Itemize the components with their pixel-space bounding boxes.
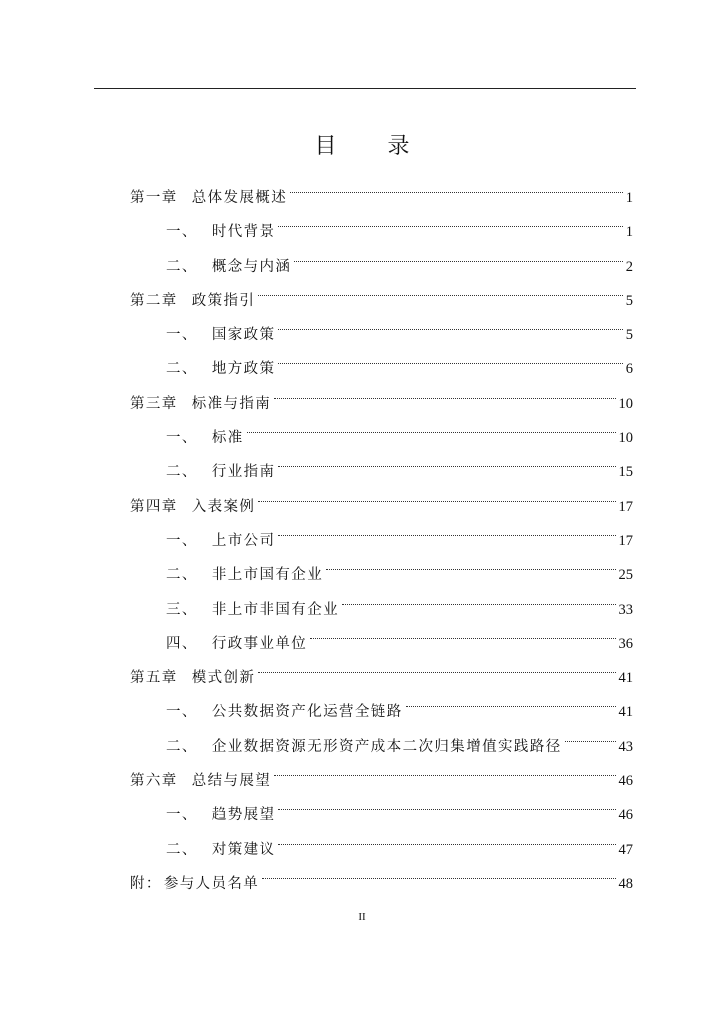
toc-entry-page: 41 xyxy=(618,704,633,721)
toc-entry-text: 政策指引 xyxy=(191,292,256,309)
toc-entry-page: 10 xyxy=(618,395,633,412)
toc-entry-text: 时代背景 xyxy=(211,224,276,241)
toc-entry-label xyxy=(166,320,275,350)
toc-entry-label xyxy=(130,492,255,522)
toc-entry-number: 二、 xyxy=(166,258,198,275)
toc-entry-number: 第三章 xyxy=(130,395,178,412)
toc-entry-number: 一、 xyxy=(166,430,198,447)
toc-entry-text: 企业数据资源无形资产成本二次归集增值实践路径 xyxy=(211,738,562,755)
toc-entry-text: 总体发展概述 xyxy=(191,190,288,206)
table-of-contents xyxy=(130,172,633,892)
toc-entry-number: 二、 xyxy=(166,738,198,755)
dot-leader xyxy=(258,275,622,305)
toc-entry-text: 概念与内涵 xyxy=(211,258,292,275)
dot-leader xyxy=(274,755,615,785)
toc-entry-page: 41 xyxy=(618,670,633,687)
toc-entry-page: 1 xyxy=(625,190,633,206)
toc-entry-number: 二、 xyxy=(166,841,198,858)
toc-entry-number: 二、 xyxy=(166,567,198,584)
toc-entry-text: 行业指南 xyxy=(211,464,276,481)
toc-entry-number: 第六章 xyxy=(130,773,178,790)
toc-entry-page: 43 xyxy=(618,738,633,755)
header-rule xyxy=(94,88,636,89)
toc-entry-page: 5 xyxy=(625,292,633,309)
toc-entry-page: 1 xyxy=(625,224,633,241)
dot-leader xyxy=(310,618,615,648)
toc-entry-label xyxy=(166,560,323,590)
toc-entry-label xyxy=(166,423,244,453)
toc-entry-number: 一、 xyxy=(166,704,198,721)
toc-entry-label xyxy=(130,766,271,796)
dot-leader xyxy=(290,172,623,202)
toc-entry-page: 5 xyxy=(625,327,633,344)
toc-entry-number: 二、 xyxy=(166,464,198,481)
dot-leader xyxy=(274,378,615,408)
toc-entry-page: 15 xyxy=(618,464,633,481)
toc-entry-label xyxy=(130,869,259,899)
toc-entry-number: 三、 xyxy=(166,601,198,618)
toc-entry-label xyxy=(166,354,275,384)
dot-leader xyxy=(278,343,622,373)
toc-entry-number: 第二章 xyxy=(130,292,178,309)
toc-entry-label xyxy=(166,217,275,247)
toc-entry-text: 地方政策 xyxy=(211,361,276,378)
toc-entry-number: 二、 xyxy=(166,361,198,378)
toc-entry-text: 非上市非国有企业 xyxy=(211,601,340,618)
dot-leader xyxy=(278,789,615,819)
dot-leader xyxy=(294,241,622,271)
toc-entry-label xyxy=(130,663,255,693)
toc-entry-number: 一、 xyxy=(166,532,198,549)
toc-entry-text: 标准与指南 xyxy=(191,395,272,412)
page-title: 目 录 xyxy=(314,134,432,159)
toc-entry-page: 48 xyxy=(618,875,633,892)
toc-entry-page: 36 xyxy=(618,635,633,652)
toc-entry-number: 第四章 xyxy=(130,498,178,515)
toc-entry-text: 总结与展望 xyxy=(191,773,272,790)
toc-entry-page: 6 xyxy=(625,361,633,378)
toc-chapter-entry[interactable] xyxy=(130,172,633,206)
toc-entry-page: 46 xyxy=(618,773,633,790)
toc-entry-text: 非上市国有企业 xyxy=(211,567,324,584)
dot-leader xyxy=(326,549,615,579)
toc-entry-number: 一、 xyxy=(166,327,198,344)
dot-leader xyxy=(278,515,615,545)
dot-leader xyxy=(342,584,615,614)
page-number: II xyxy=(358,911,366,923)
toc-entry-number: 第五章 xyxy=(130,670,178,687)
toc-entry-label xyxy=(166,526,275,556)
toc-entry-number: 附： xyxy=(130,875,162,892)
dot-leader xyxy=(258,481,615,511)
toc-entry-page: 47 xyxy=(618,841,633,858)
toc-entry-text: 趋势展望 xyxy=(211,807,276,824)
toc-entry-page: 17 xyxy=(618,532,633,549)
dot-leader xyxy=(565,721,616,751)
toc-entry-text: 标准 xyxy=(211,430,244,447)
dot-leader xyxy=(262,858,615,888)
toc-entry-page: 2 xyxy=(625,258,633,275)
toc-entry-page: 10 xyxy=(618,430,633,447)
dot-leader xyxy=(278,206,622,236)
toc-entry-page: 17 xyxy=(618,498,633,515)
toc-entry-label xyxy=(166,800,275,830)
dot-leader xyxy=(247,412,616,442)
toc-entry-page: 46 xyxy=(618,807,633,824)
toc-entry-number: 一、 xyxy=(166,807,198,824)
toc-entry-text: 对策建议 xyxy=(211,841,276,858)
toc-entry-label xyxy=(130,183,287,213)
toc-entry-text: 行政事业单位 xyxy=(211,635,308,652)
dot-leader xyxy=(406,686,616,716)
dot-leader xyxy=(278,446,615,476)
toc-entry-text: 参与人员名单 xyxy=(163,875,260,892)
toc-entry-number: 第一章 xyxy=(130,190,178,206)
toc-entry-text: 模式创新 xyxy=(191,670,256,687)
toc-entry-text: 入表案例 xyxy=(191,498,256,515)
toc-entry-label xyxy=(166,835,275,865)
dot-leader xyxy=(258,652,615,682)
toc-entry-text: 国家政策 xyxy=(211,327,276,344)
toc-entry-label xyxy=(130,286,255,316)
dot-leader xyxy=(278,309,622,339)
toc-entry-text: 上市公司 xyxy=(211,532,276,549)
toc-entry-page: 33 xyxy=(618,601,633,618)
toc-entry-number: 一、 xyxy=(166,224,198,241)
dot-leader xyxy=(278,824,615,854)
toc-entry-text: 公共数据资产化运营全链路 xyxy=(211,704,403,721)
toc-entry-label xyxy=(166,697,403,727)
toc-entry-page: 25 xyxy=(618,567,633,584)
toc-entry-number: 四、 xyxy=(166,635,198,652)
